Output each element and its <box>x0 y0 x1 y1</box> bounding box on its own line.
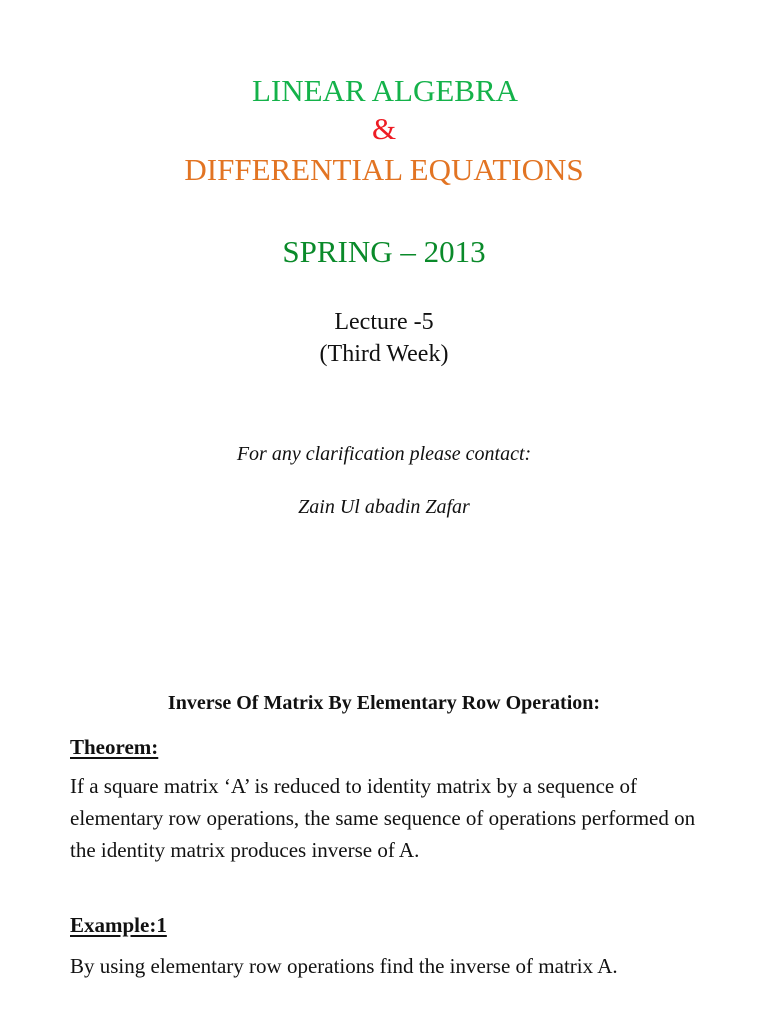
example-label: Example:1 <box>70 913 167 937</box>
course-title-line2: DIFFERENTIAL EQUATIONS <box>184 152 584 187</box>
lecture-number: Lecture -5 <box>334 309 434 335</box>
section-heading: Inverse Of Matrix By Elementary Row Operation: <box>167 692 601 714</box>
contact-name: Zain Ul abadin Zafar <box>298 496 470 518</box>
theorem-heading <box>70 731 710 763</box>
lecture-week: (Third Week) <box>319 341 449 367</box>
course-title-line1: LINEAR ALGEBRA <box>251 73 519 108</box>
term-label: SPRING – 2013 <box>282 234 486 269</box>
theorem-text: If a square matrix ‘A’ is reduced to identity matrix by a sequence of elementary row operations, the same sequence of operations performed on the identity matrix produces inverse of A. <box>70 774 696 862</box>
example-heading <box>70 909 710 941</box>
title-ampersand: & <box>371 111 397 146</box>
example-text: By using elementary row operations find the inverse of matrix A. <box>70 954 618 978</box>
contact-prompt: For any clarification please contact: <box>236 443 532 465</box>
theorem-label: Theorem: <box>70 735 159 759</box>
